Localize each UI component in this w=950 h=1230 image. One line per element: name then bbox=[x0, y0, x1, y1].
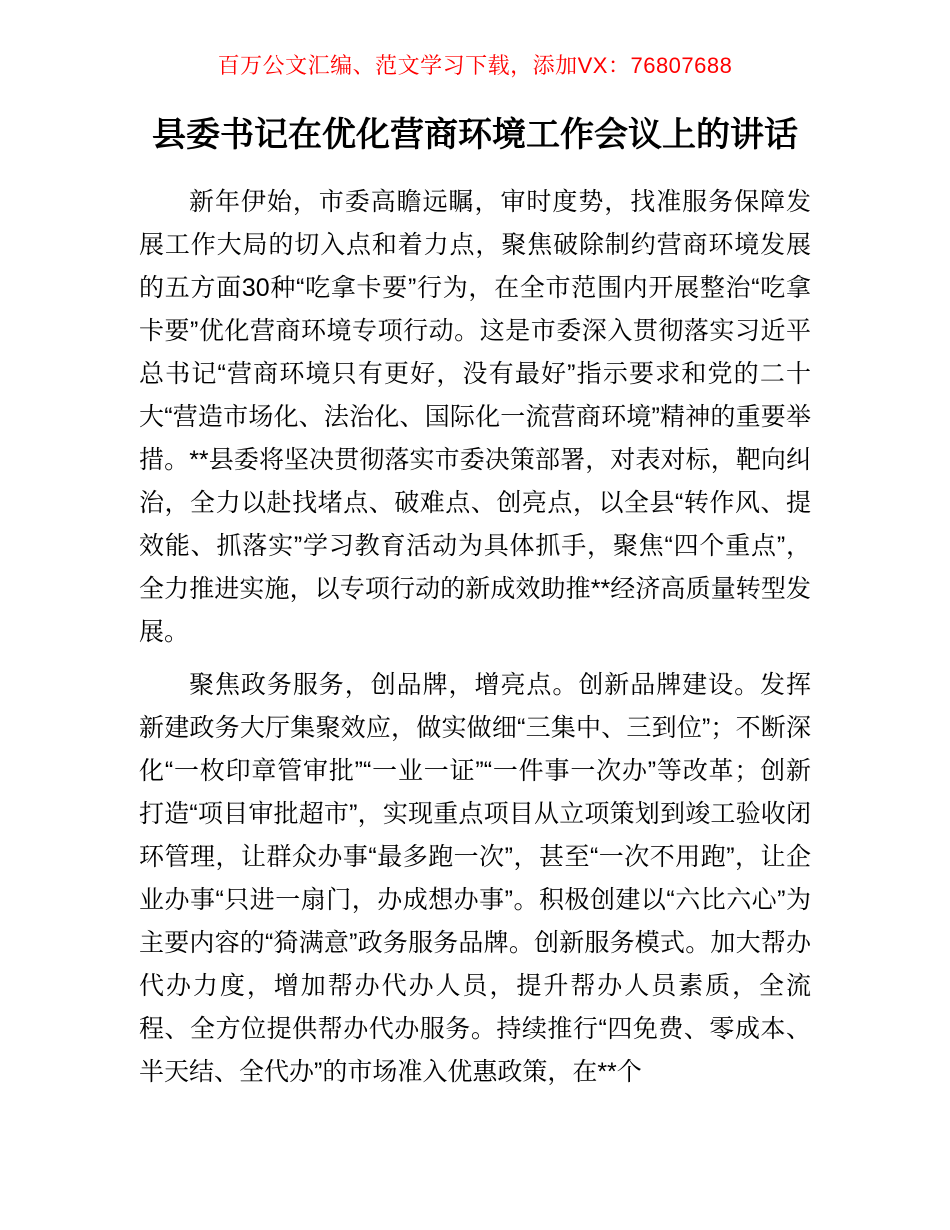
document-title: 县委书记在优化营商环境工作会议上的讲话 bbox=[152, 116, 798, 154]
promo-notice: 百万公文汇编、范文学习下载，添加VX：76807688 bbox=[217, 53, 733, 78]
paragraph-2: 聚焦政务服务，创品牌，增亮点。创新品牌建设。发挥新建政务大厅集聚效应，做实做细“三集中、三到位”；不断深化“一枚印章管审批”“一业一证”“一件事一次办”等改革；创新打造“项目审批超市”，实现重点项目从立项策划到竣工验收闭环管理，让群众办事“最多跑一次”，甚至“一次不用跑”，让企业办事“只进一扇门，办成想办事”。积极创建以“六比六心”为主要内容的“猗满意”政务服务品牌。创新服务模式。加大帮办代办力度，增加帮办代办人员，提升帮办人员素质，全流程、全方位提供帮办代办服务。持续推行“四免费、零成本、半天结、全代办”的市场准入优惠政策，在**个 bbox=[139, 670, 811, 1086]
document-body bbox=[139, 181, 811, 1094]
paragraph-1: 新年伊始，市委高瞻远瞩，审时度势，找准服务保障发展工作大局的切入点和着力点，聚焦破除制约营商环境发展的五方面30种“吃拿卡要”行为，在全市范围内开展整治“吃拿卡要”优化营商环境专项行动。这是市委深入贯彻落实习近平总书记“营商环境只有更好，没有最好”指示要求和党的二十大“营造市场化、法治化、国际化一流营商环境”精神的重要举措。**县委将坚决贯彻落实市委决策部署，对表对标，靶向纠治，全力以赴找堵点、破难点、创亮点，以全县“转作风、提效能、抓落实”学习教育活动为具体抓手，聚焦“四个重点”，全力推进实施，以专项行动的新成效助推**经济高质量转型发展。 bbox=[139, 187, 811, 646]
